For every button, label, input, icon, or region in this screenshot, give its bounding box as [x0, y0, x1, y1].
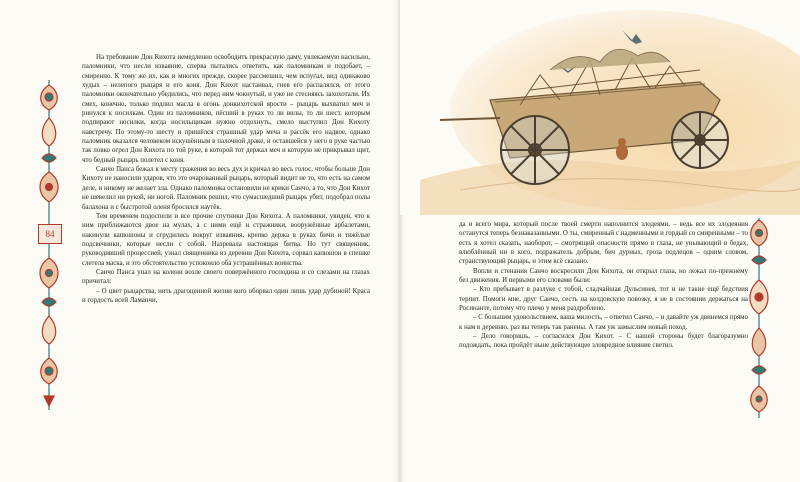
paragraph: – О цвет рыцарства, нить драгоценной жизни кого оборвал один лишь удар дубиной! Краса и гордость всей Ламанчи, [82, 287, 370, 304]
left-ornament-border [32, 80, 66, 410]
paragraph: – Дело говоришь, – согласился Дон Кихот. – С нашей стороны будет благоразумно подождать, пока пройдёт ныне действующее зловредное влияние светил. [459, 333, 748, 350]
paragraph: Тем временем подоспели и все прочие спутники Дон Кихота. А паломники, увидев, что к ним приближаются двое на мулах, а с ними ещё и стражники, вооружённые арбалетами, накинули капюшоны и сгрудились вокруг изваяния, крепко держа в руках бичи и тяжёлые подсвечники, которые несли с собой. Назревала настоящая битва. Но тут священник, руководивший процессией, узнал священника из деревни Дон Кихота, сорвал капюшон в спешке слетела маска, и это обстоятельство успокоило оба устрашённых воинства. [82, 212, 370, 267]
page-number: 84 [38, 224, 62, 244]
cart-illustration [400, 0, 800, 215]
left-text-column [82, 53, 370, 305]
paragraph: На требование Дон Кихота немедленно освободить прекрасную даму, увлекаемую насильно, паломники, что несли изваяние, сперва пытались ответить, как паломникам и подобает, – смиренно. К тому же их, как и многих прежде, скорее рассмешил, чем испугал, вид одинаково худых – нелепого рыцаря и его коня. Дон Кихот настаивал, гнев его распалялся, от этого паломники окончательно убедились, что перед ним чокнутый, и уже не стесняясь захохотали. Их смех, конечно, только подлил масла в огонь донкихотской ярости – рыцарь выхватил меч и ринулся к носилкам. Один из паломников, пёсший в руках то ли вилы, то ли шест, которым подпирают носилки, когда носильщикам нужно отдохнуть, смело выступил Дон Кихоту навстречу. По этому-то шесту и пришёлся страшный удар меча и рассёк его надвое, однако паломник оказался человеком искушённым в палочной драке, и оставшейся у него в руке частью так ловко огрел Дон Кихота по той руке, в которой тот держал меч и которую не прикрывал щит, что бедный рыцарь полетел с коня. [82, 54, 370, 164]
paragraph: Санчо Панса бежал к месту сражения во весь дух и кричал во весь голос, чтобы больше Дон Кихоту не наносили ударов, что это очарованный рыцарь, который видит не то, что есть на самом деле, и никому не желает зла. Однако паломника остановили не крики Санчо, а то, что Дон Кихот не шевелил ни рукой, ни ногой. Паломник решил, что сумасшедший рыцарь убит, подобрал полы балахона и с быстротой оленя бросился наутёк. [82, 166, 370, 211]
paragraph: Санчо Панса упал на колени возле своего повержённого господина и со слезами на глазах причитал: [82, 268, 370, 286]
paragraph: – С большим удовольствием, ваша милость, – ответил Санчо, – и давайте уж двинемся прямо к нам в деревню, раз вы теперь так ранены. А там уж замыслим новый поход. [459, 314, 748, 331]
paragraph: да и всего мира, который после твоей смерти наполнится злодеями, – ведь все их злодеяния останутся теперь безнаказанными. О ты, смиренный с надменными и гордый со смиренными – то есть я хотел сказать, наоборот, – смотрящий опасности прямо в глаза, не унывающий в бедах, влюблённый ни в кого, подражатель добрым, бич дурных, гроза подлецов – одним словом, странствующий рыцарь, и этим всё сказано. [459, 221, 748, 266]
right-text-column [459, 220, 748, 351]
paragraph: – Кто пребывает в разлуке с тобой, сладчайшая Дульсинея, тот и не такие ещё бедствия терпит. Помоги мне, друг Санчо, сесть на колдовскую повозку, я не в состоянии держаться на Росинанте, потому что плечо у меня раздроблено. [459, 286, 748, 313]
paragraph: Вопли и стенания Санчо воскресили Дон Кихота, он открыл глаза, но лежал по-прежнему без движения. И первыми его словами были: [459, 267, 748, 285]
